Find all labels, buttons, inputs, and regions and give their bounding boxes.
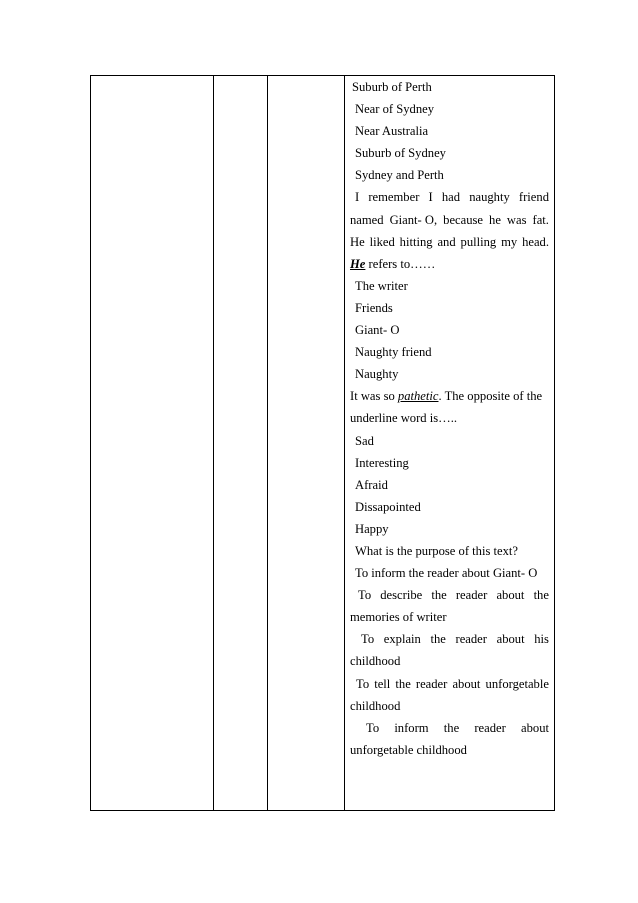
q1-option-a: Suburb of Perth	[352, 80, 432, 94]
q2-option-c: Giant- O	[355, 323, 400, 338]
q3-underlined-word: pathetic	[397, 389, 439, 404]
q4-option-c-line-2: childhood	[350, 654, 401, 669]
table-cell-indicator	[214, 76, 268, 810]
q4-option-d-line-1: To tell the reader about unforgetable	[356, 676, 549, 691]
items-content	[350, 76, 549, 761]
q2-option-d: Naughty friend	[355, 345, 432, 360]
q3-question-line-2: underline word is…..	[350, 411, 458, 426]
q2-text-line-3: He liked hitting and pulling my head.	[350, 234, 549, 249]
q4-option-e-line-2: unforgetable childhood	[350, 742, 467, 757]
q1-option-c: Near Australia	[355, 124, 429, 139]
q3-option-b: Interesting	[355, 455, 409, 470]
q4-option-d-line-2: childhood	[350, 698, 401, 713]
q2-text-line-1: I remember I had naughty friend	[355, 190, 549, 205]
q3-option-d: Dissapointed	[355, 499, 421, 514]
q4-option-b-line-1: To describe the reader about the	[358, 588, 549, 603]
q2-option-b: Friends	[355, 300, 393, 315]
q4-option-b-line-2: memories of writer	[350, 610, 447, 625]
q2-option-e: Naughty	[355, 367, 399, 382]
q3-option-e: Happy	[355, 521, 389, 536]
q2-question-line: He refers to……	[350, 256, 436, 271]
q2-option-a: The writer	[355, 278, 408, 293]
question-table	[90, 75, 555, 811]
q2-text-line-2: named Giant- O, because he was fat.	[350, 212, 549, 227]
table-cell-items	[345, 76, 554, 810]
q1-option-d: Suburb of Sydney	[355, 146, 446, 161]
q3-option-a: Sad	[355, 433, 374, 448]
q2-reference-word: He	[350, 256, 366, 271]
q4-option-c-line-1: To explain the reader about his	[361, 632, 549, 647]
table-cell-number	[91, 76, 214, 810]
q3-option-c: Afraid	[355, 477, 388, 492]
table-cell-level	[268, 76, 345, 810]
q4-question: What is the purpose of this text?	[355, 543, 518, 558]
q3-question-line-1: It was so pathetic. The opposite of the	[350, 389, 543, 404]
q1-option-e: Sydney and Perth	[355, 168, 444, 183]
q1-option-b: Near of Sydney	[355, 102, 435, 117]
q4-option-e-line-1: To inform the reader about	[366, 720, 549, 735]
q4-option-a: To inform the reader about Giant- O	[355, 566, 538, 581]
